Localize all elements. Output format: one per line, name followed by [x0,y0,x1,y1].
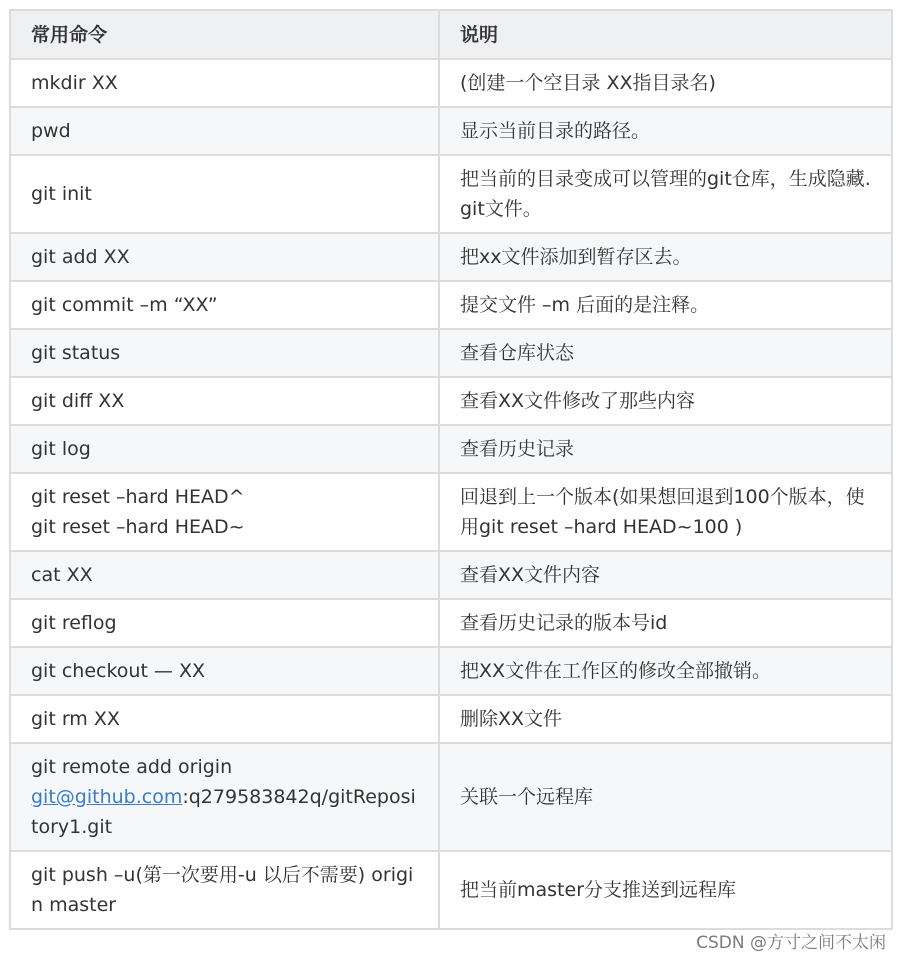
description-cell: 显示当前目录的路径。 [439,107,892,155]
table-row [10,473,892,551]
table-row [10,851,892,929]
command-cell: git commit –m “XX” [10,281,439,329]
command-cell: git diff XX [10,377,439,425]
table-row [10,107,892,155]
description-cell: 查看历史记录 [439,425,892,473]
table-row [10,59,892,107]
command-line: git reset –hard HEAD^ [31,486,245,508]
description-cell: (创建一个空目录 XX指目录名) [439,59,892,107]
description-cell: 把当前的目录变成可以管理的git仓库，生成隐藏.git文件。 [439,155,892,233]
table-row [10,377,892,425]
command-cell: mkdir XX [10,59,439,107]
csdn-watermark: CSDN @方寸之间不太闲 [696,933,886,953]
command-line: git remote add origin [31,756,233,778]
command-cell: git add XX [10,233,439,281]
command-cell: cat XX [10,551,439,599]
description-cell: 查看XX文件修改了那些内容 [439,377,892,425]
description-cell: 把当前master分支推送到远程库 [439,851,892,929]
description-cell: 删除XX文件 [439,695,892,743]
table-row [10,233,892,281]
command-cell: git status [10,329,439,377]
table-row [10,425,892,473]
description-cell: 提交文件 –m 后面的是注释。 [439,281,892,329]
command-cell: git reflog [10,599,439,647]
table-row [10,695,892,743]
table-row [10,743,892,851]
description-cell: 查看XX文件内容 [439,551,892,599]
command-cell [10,743,439,851]
description-cell: 把XX文件在工作区的修改全部撤销。 [439,647,892,695]
description-cell: 关联一个远程库 [439,743,892,851]
description-cell: 查看仓库状态 [439,329,892,377]
description-cell: 查看历史记录的版本号id [439,599,892,647]
table-row [10,281,892,329]
git-commands-table [9,9,893,930]
table-row [10,329,892,377]
header-description: 说明 [439,10,892,59]
repo-path: :q279583842q/gitRepository1.git [31,786,416,838]
command-cell: git rm XX [10,695,439,743]
command-cell: pwd [10,107,439,155]
command-line: git reset –hard HEAD~ [31,516,245,538]
command-line [31,782,418,842]
command-cell: git push –u(第一次要用-u 以后不需要) origin master [10,851,439,929]
description-cell: 回退到上一个版本(如果想回退到100个版本，使用git reset –hard HEAD~100 ) [439,473,892,551]
table-row [10,551,892,599]
table-row [10,599,892,647]
command-cell: git init [10,155,439,233]
github-email-link[interactable]: git@github.com [31,786,183,808]
header-command: 常用命令 [10,10,439,59]
description-cell: 把xx文件添加到暂存区去。 [439,233,892,281]
command-cell: git checkout — XX [10,647,439,695]
table-header-row [10,10,892,59]
command-cell [10,473,439,551]
table-row [10,647,892,695]
table-row [10,155,892,233]
command-cell: git log [10,425,439,473]
